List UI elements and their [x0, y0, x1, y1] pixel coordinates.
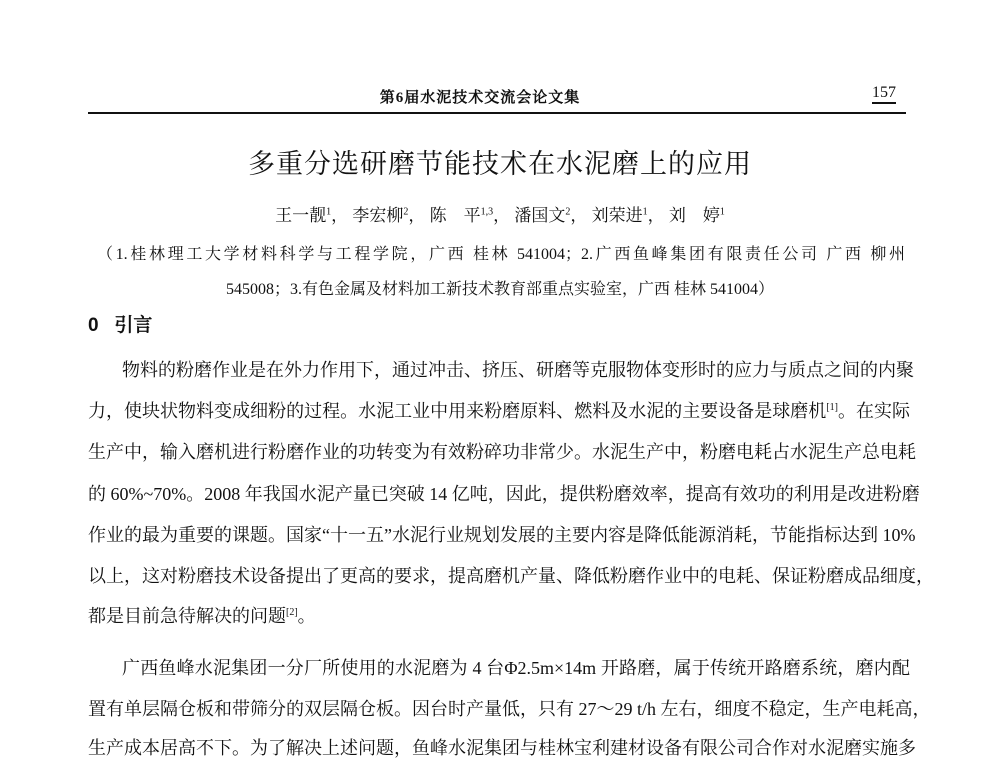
- paper-title: 多重分选研磨节能技术在水泥磨上的应用: [248, 149, 752, 179]
- author-name: 潘国文: [514, 206, 566, 225]
- body-line: [88, 397, 910, 423]
- author-name: 刘 婷: [668, 206, 720, 225]
- author-name: 陈 平: [429, 206, 481, 225]
- body-line: 广西鱼峰水泥集团一分厂所使用的水泥磨为 4 台Φ2.5m×14m 开路磨，属于传统开路磨系统，磨内配: [122, 658, 910, 678]
- author-name: 李宏柳: [352, 206, 404, 225]
- author-affil-sup: 2: [565, 206, 571, 218]
- author: 陈 平$^{1,3}$，: [429, 206, 511, 225]
- header-rule: [88, 112, 906, 114]
- author-affil-sup: 1: [642, 206, 648, 218]
- body-line: 物料的粉磨作业是在外力作用下，通过冲击、挤压、研磨等克服物体变形时的应力与质点之间的内聚: [122, 360, 914, 380]
- author: 刘荣进$^1$，: [591, 206, 665, 225]
- affiliation-line-1: （1.桂林理工大学材料科学与工程学院，广西 桂林 541004；2.广西鱼峰集团有限责任公司 广西 柳州: [97, 246, 905, 263]
- section-heading: [88, 310, 152, 337]
- author-list: [0, 201, 1000, 226]
- author: [669, 206, 725, 225]
- author-affil-sup: 2: [403, 206, 409, 218]
- citation[interactable]: [1]: [826, 402, 838, 413]
- author-name: 王一靓: [275, 206, 327, 225]
- running-header: 第6届水泥技术交流会论文集: [379, 90, 581, 106]
- section-title: 引言: [114, 315, 153, 336]
- body-text: 都是目前急待解决的问题: [88, 606, 286, 626]
- body-text: 。在实际: [837, 401, 910, 421]
- affiliation-line-2: 545008；3.有色金属及材料加工新技术教育部重点实验室，广西 桂林 541004）: [225, 281, 774, 298]
- body-line: 以上，这对粉磨技术设备提出了更高的要求，提高磨机产量、降低粉磨作业中的电耗、保证粉磨成品细度，: [88, 566, 934, 586]
- body-line: 生产成本居高不下。为了解决上述问题，鱼峰水泥集团与桂林宝利建材设备有限公司合作对水泥磨实施多: [88, 738, 916, 758]
- citation[interactable]: [2]: [286, 607, 298, 618]
- body-line: 生产中，输入磨机进行粉磨作业的功转变为有效粉碎功非常少。水泥生产中，粉磨电耗占水泥生产总电耗: [88, 442, 916, 462]
- body-line: [88, 602, 910, 628]
- body-text: 。: [297, 606, 316, 626]
- author: 李宏柳$^2$，: [352, 206, 426, 225]
- body-line: 的 60%~70%。2008 年我国水泥产量已突破 14 亿吨，因此，提供粉磨效率，提高有效功的利用是改进粉磨: [88, 484, 920, 504]
- body-text: 力，使块状物料变成细粉的过程。水泥工业中用来粉磨原料、燃料及水泥的主要设备是球磨机: [88, 401, 827, 421]
- author-affil-sup: 1: [719, 206, 725, 218]
- page-number: 157: [872, 84, 896, 104]
- author-affil-sup: 1: [326, 206, 332, 218]
- body-line: 置有单层隔仓板和带筛分的双层隔仓板。因台时产量低，只有 27～29 t/h 左右，细度不稳定，生产电耗高，: [88, 699, 931, 719]
- author: 潘国文$^2$，: [514, 206, 588, 225]
- body-line: 作业的最为重要的课题。国家“十一五”水泥行业规划发展的主要内容是降低能源消耗，节能指标达到 10%: [88, 525, 916, 545]
- author-name: 刘荣进: [591, 206, 643, 225]
- section-number: 0: [88, 315, 99, 336]
- author: 王一靓$^1$，: [275, 206, 349, 225]
- author-affil-sup: 1,3: [480, 206, 494, 218]
